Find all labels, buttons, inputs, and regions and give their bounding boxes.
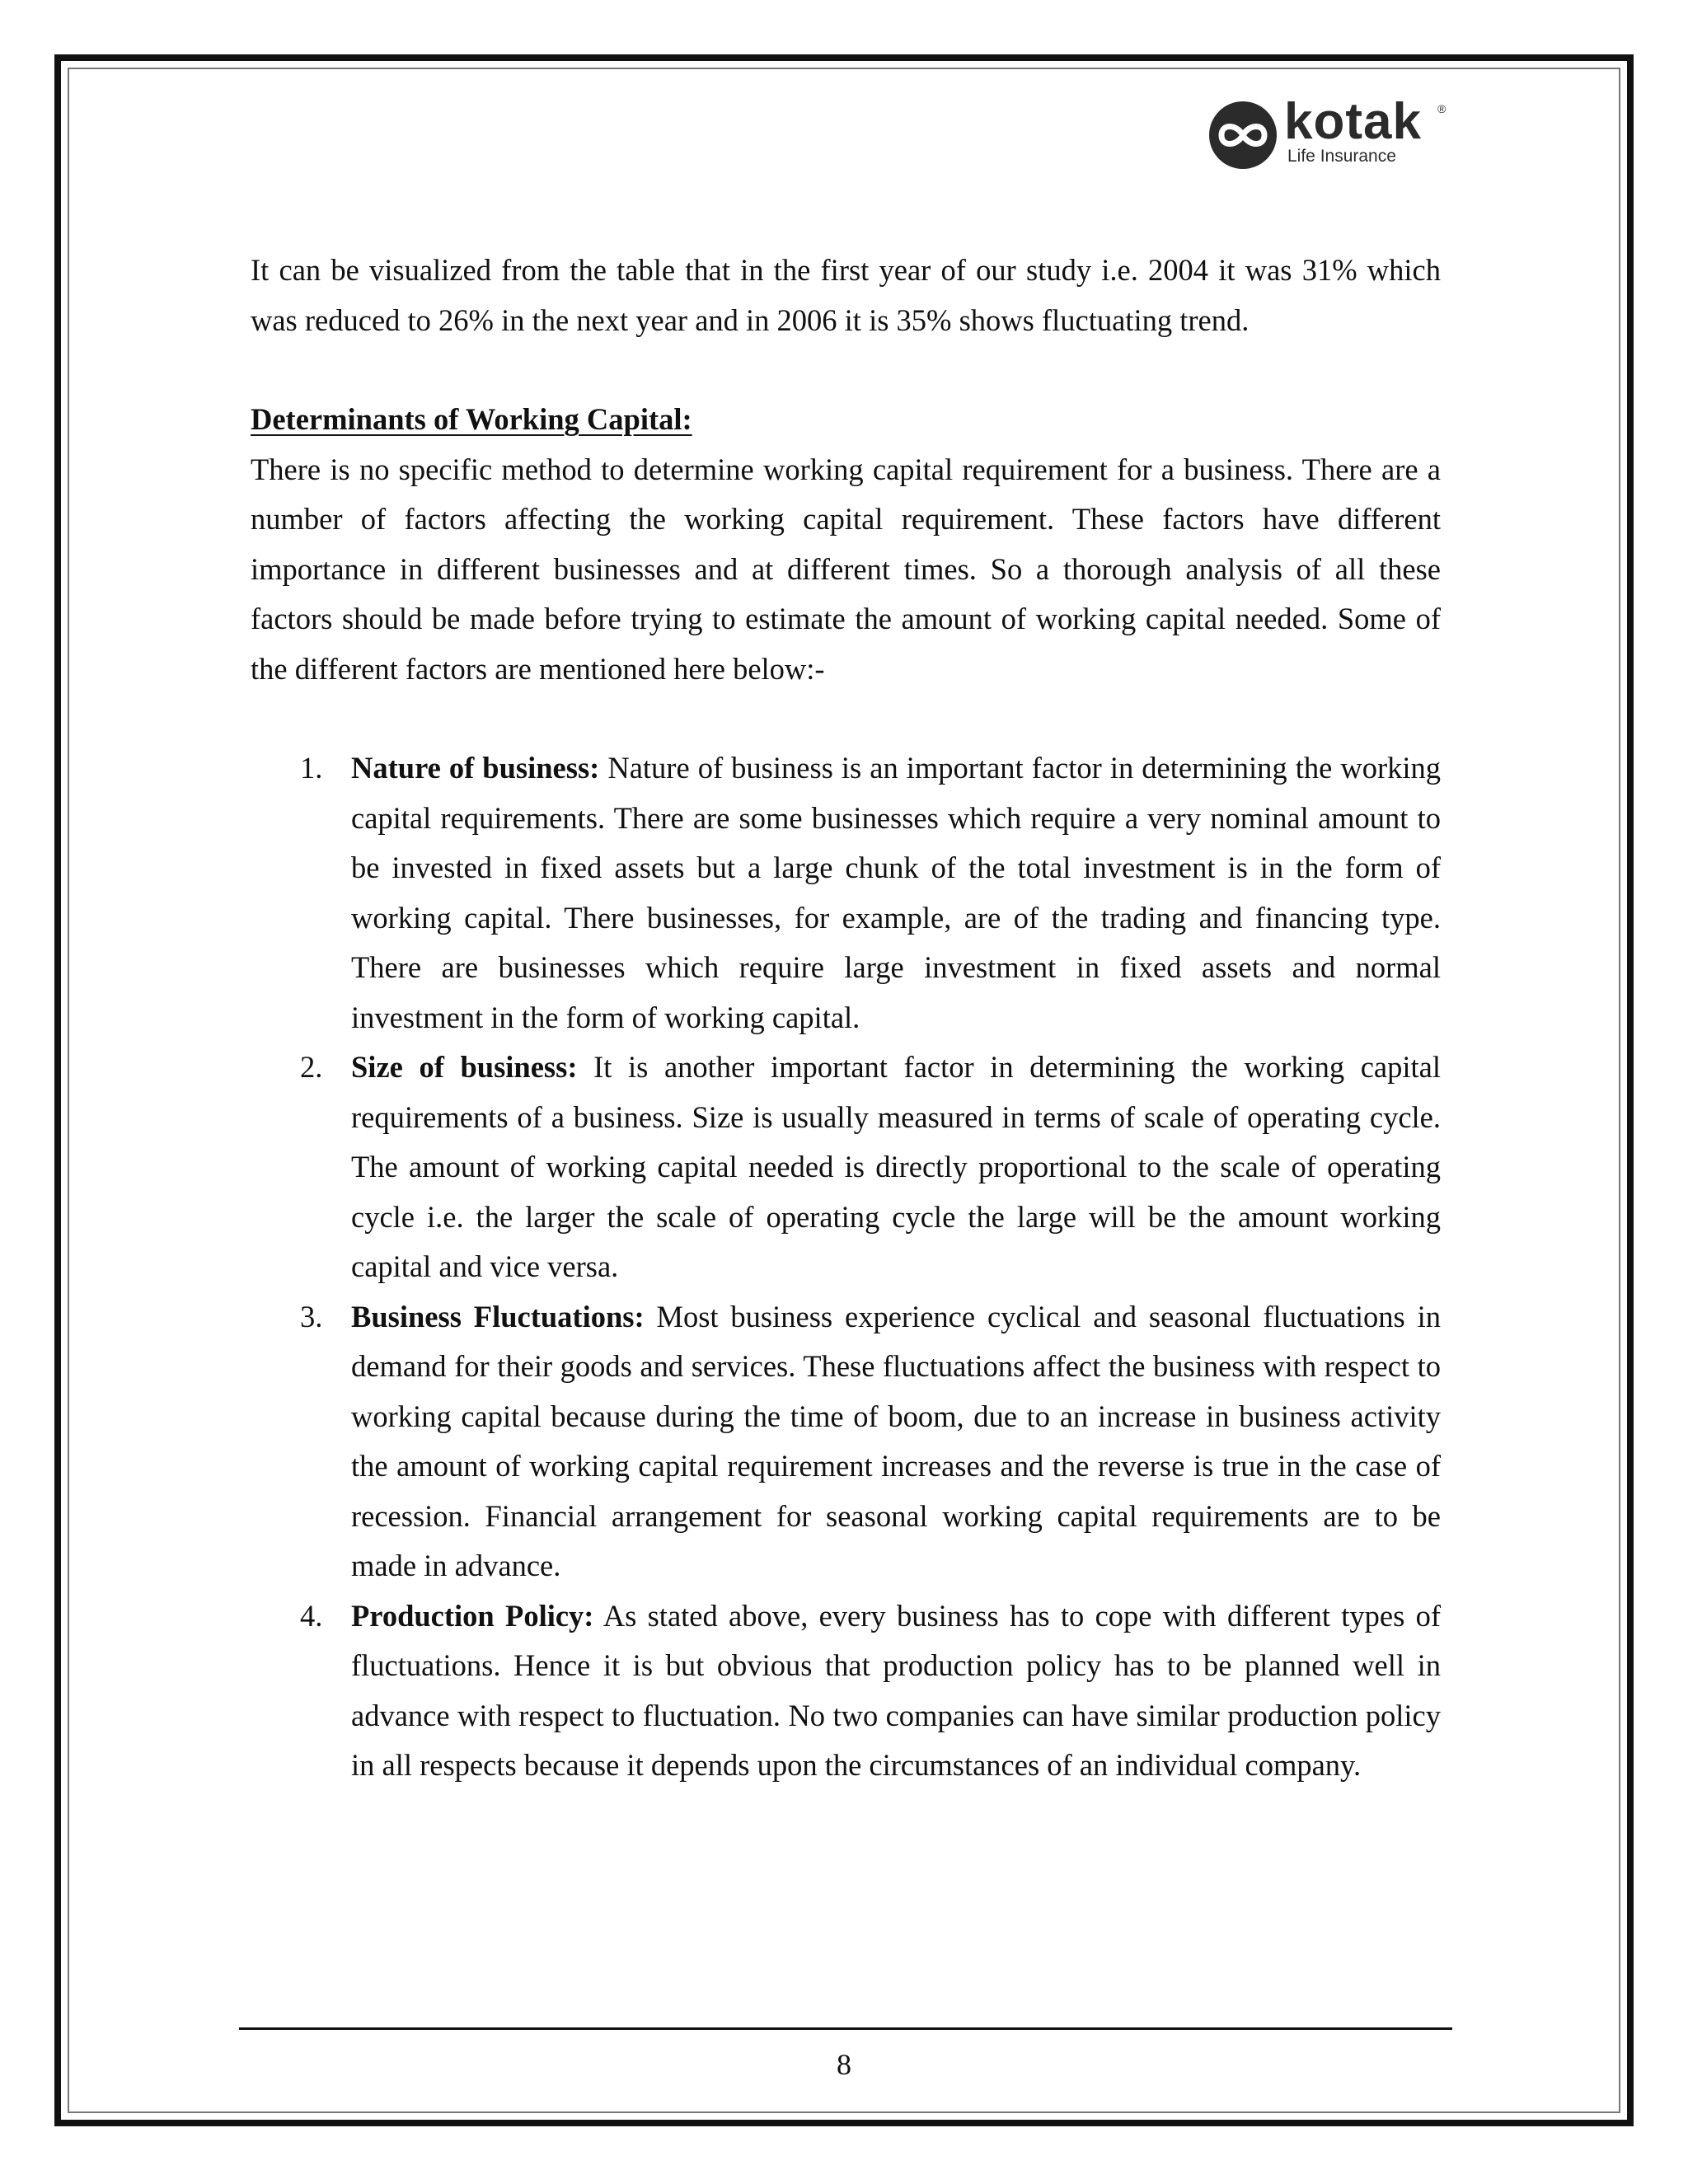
logo-registered-mark: ® [1437,102,1447,115]
list-item-term: Size of business: [351,1050,578,1084]
list-item-text: Nature of business is an important factor in determining the working capital requirements. There are some businesses which require a very nominal amount to be invested in fixed assets but a large chunk of the total investment is in the form of working capital. There businesses, for example, are of the trading and financing type. There are businesses which require large investment in fixed assets and normal investment in the form of working capital. [351,751,1441,1034]
list-item-number: 2. [300,1050,323,1084]
list-item [251,1591,1441,1791]
section-heading: Determinants of Working Capital: [251,402,692,436]
intro-paragraph: It can be visualized from the table that in the first year of our study i.e. 2004 it was 31% which was reduced to 26% in the next year and in 2006 it is 35% shows fluctuating trend. [251,253,1441,337]
footer-rule [239,2027,1452,2030]
list-item-term: Business Fluctuations: [351,1299,645,1333]
section-body: There is no specific method to determine working capital requirement for a business. There are a number of factors affecting the working capital requirement. These factors have different importance in different businesses and at different times. So a thorough analysis of all these factors should be made before trying to estimate the amount of working capital needed. Some of the different factors are mentioned here below:- [251,452,1441,686]
list-item-number: 4. [300,1598,323,1633]
factors-list [251,743,1441,1791]
list-item-term: Nature of business: [351,751,600,785]
list-item [251,1292,1441,1591]
page-content [251,246,1441,1791]
list-item-text: As stated above, every business has to cope with different types of fluctuations. Hence it is but obvious that production policy has to be planned well in advance with respect to fluctuation. No two companies can have similar production policy in all respects because it depends upon the circumstances of an individual company. [351,1598,1442,1782]
infinity-logo-icon [1208,101,1278,170]
list-item-term: Production Policy: [351,1598,594,1633]
logo-wordmark: kotak [1284,93,1422,150]
list-item-text: Most business experience cyclical and seasonal fluctuations in demand for their goods and services. These fluctuations affect the business with respect to working capital because during the time of boom, due to an increase in business activity the amount of working capital requirement increases and the reverse is true in the case of recession. Financial arrangement for seasonal working capital requirements are to be made in advance. [351,1299,1441,1582]
kotak-logo [1208,93,1447,173]
list-item [251,743,1441,1043]
page-number: 8 [837,2048,851,2081]
list-item-number: 1. [300,751,323,785]
logo-subtitle: Life Insurance [1287,147,1396,166]
list-item-text: It is another important factor in determining the working capital requirements of a business. Size is usually measured in terms of scale of operating cycle. The amount of working capital needed is directly proportional to the scale of operating cycle i.e. the larger the scale of operating cycle the large will be the amount working capital and vice versa. [351,1050,1441,1283]
list-item [251,1043,1441,1292]
list-item-number: 3. [300,1299,323,1333]
